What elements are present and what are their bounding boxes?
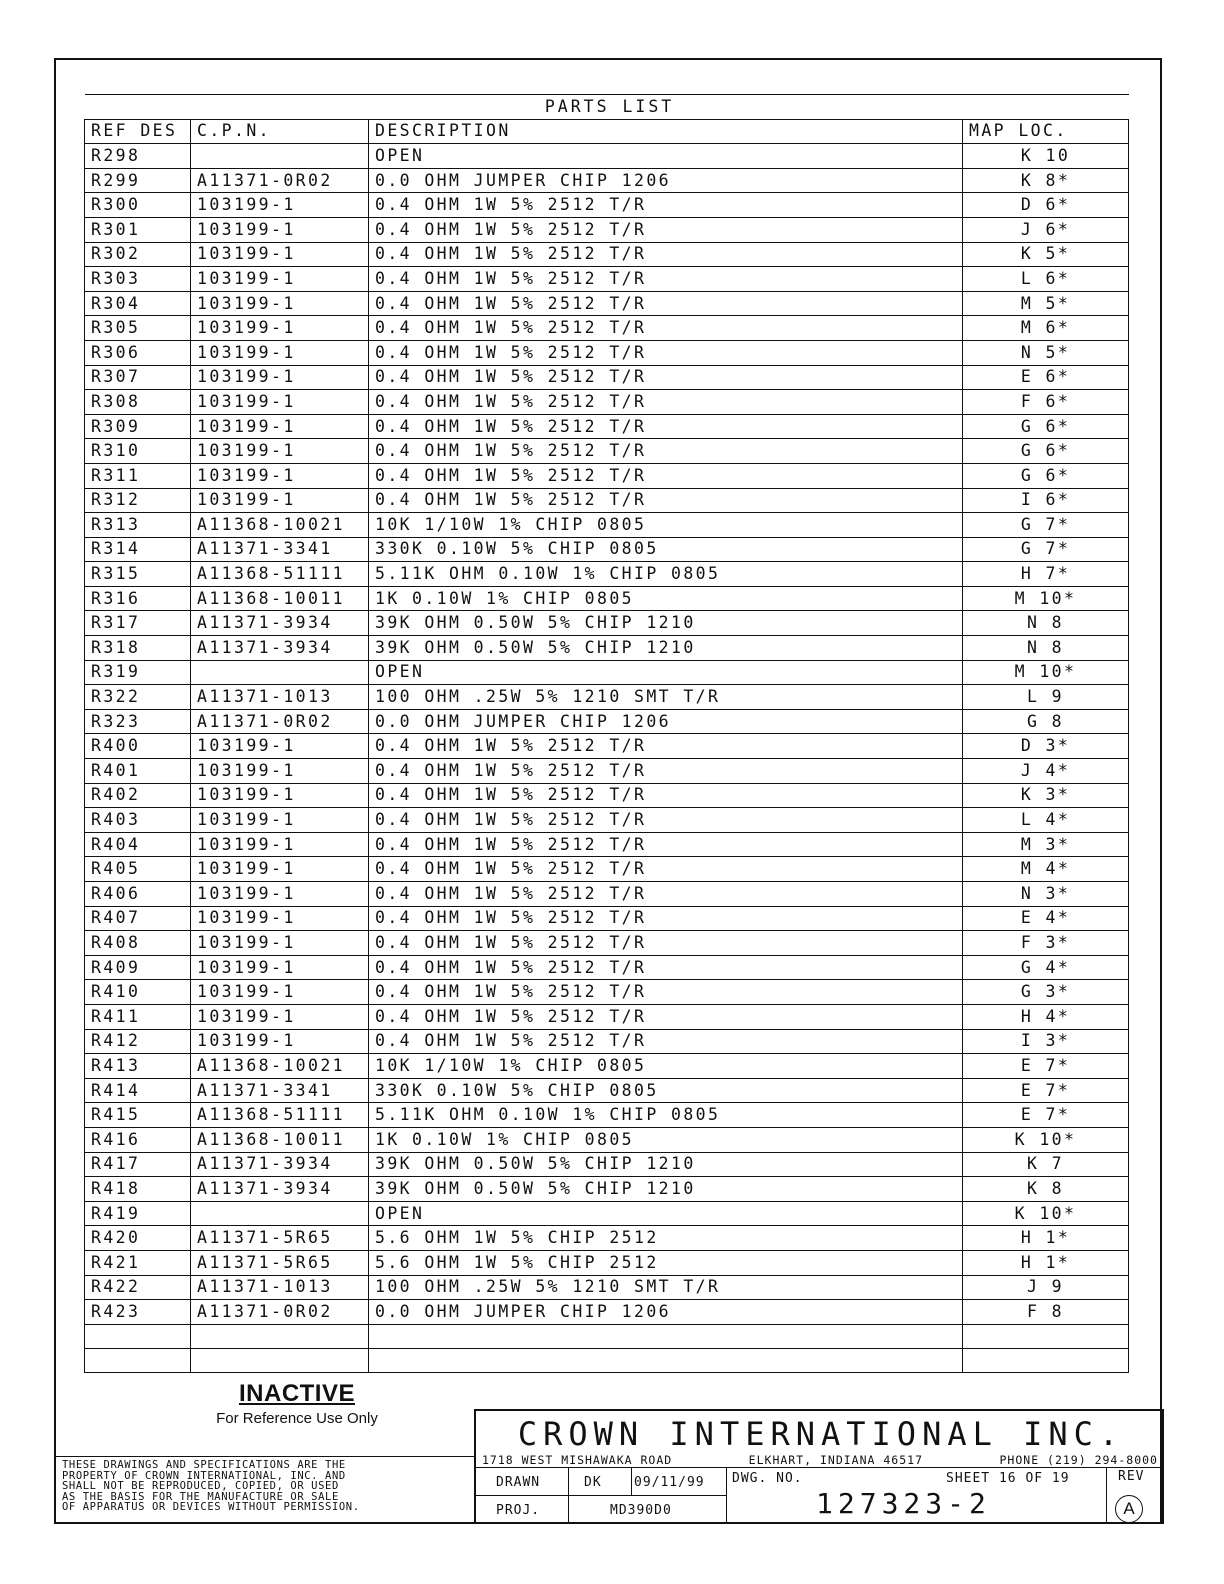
map-loc-cell: E 6* bbox=[963, 365, 1129, 390]
description-cell: 0.4 OHM 1W 5% 2512 T/R bbox=[369, 832, 963, 857]
table-row bbox=[85, 857, 1129, 882]
ref-des-cell: R412 bbox=[85, 1029, 191, 1054]
map-loc-cell: G 6* bbox=[963, 439, 1129, 464]
cpn-cell: A11368-10011 bbox=[191, 1127, 369, 1152]
ref-des-cell: R401 bbox=[85, 759, 191, 784]
map-loc-cell: M 3* bbox=[963, 832, 1129, 857]
cpn-cell: 103199-1 bbox=[191, 808, 369, 833]
cpn-cell: A11371-5R65 bbox=[191, 1250, 369, 1275]
map-loc-cell: H 4* bbox=[963, 1004, 1129, 1029]
description-cell: 5.11K OHM 0.10W 1% CHIP 0805 bbox=[369, 1103, 963, 1128]
map-loc-cell: E 7* bbox=[963, 1054, 1129, 1079]
map-loc-cell: G 7* bbox=[963, 537, 1129, 562]
empty-cell bbox=[369, 1324, 963, 1348]
description-cell: 0.4 OHM 1W 5% 2512 T/R bbox=[369, 955, 963, 980]
table-row bbox=[85, 316, 1129, 341]
cpn-cell: 103199-1 bbox=[191, 980, 369, 1005]
description-cell: 5.11K OHM 0.10W 1% CHIP 0805 bbox=[369, 562, 963, 587]
revision-badge: A bbox=[1115, 1495, 1143, 1523]
table-row bbox=[85, 414, 1129, 439]
title-block-divider bbox=[1106, 1467, 1107, 1523]
empty-cell bbox=[85, 1348, 191, 1372]
map-loc-cell: M 4* bbox=[963, 857, 1129, 882]
inactive-stamp bbox=[212, 1380, 382, 1427]
ref-des-cell: R309 bbox=[85, 414, 191, 439]
notice-line: SHALL NOT BE REPRODUCED, COPIED, OR USED bbox=[62, 1480, 339, 1492]
project-code: MD390D0 bbox=[610, 1503, 672, 1518]
ref-des-cell: R423 bbox=[85, 1300, 191, 1325]
cpn-cell: A11371-0R02 bbox=[191, 168, 369, 193]
map-loc-cell: N 5* bbox=[963, 340, 1129, 365]
description-cell: 0.4 OHM 1W 5% 2512 T/R bbox=[369, 808, 963, 833]
ref-des-cell: R301 bbox=[85, 217, 191, 242]
cpn-cell: A11371-3934 bbox=[191, 1177, 369, 1202]
table-row bbox=[85, 783, 1129, 808]
description-cell: 0.4 OHM 1W 5% 2512 T/R bbox=[369, 463, 963, 488]
description-cell: 0.4 OHM 1W 5% 2512 T/R bbox=[369, 882, 963, 907]
table-row bbox=[85, 562, 1129, 587]
cpn-cell: A11371-3934 bbox=[191, 611, 369, 636]
description-cell: 0.4 OHM 1W 5% 2512 T/R bbox=[369, 439, 963, 464]
map-loc-cell: N 3* bbox=[963, 882, 1129, 907]
description-cell: 0.4 OHM 1W 5% 2512 T/R bbox=[369, 1029, 963, 1054]
cpn-cell: 103199-1 bbox=[191, 759, 369, 784]
table-row bbox=[85, 291, 1129, 316]
table-row bbox=[85, 193, 1129, 218]
ref-des-cell: R408 bbox=[85, 931, 191, 956]
ref-des-cell: R310 bbox=[85, 439, 191, 464]
cpn-cell: 103199-1 bbox=[191, 365, 369, 390]
cpn-cell: 103199-1 bbox=[191, 193, 369, 218]
table-row bbox=[85, 1103, 1129, 1128]
map-loc-cell: J 9 bbox=[963, 1275, 1129, 1300]
table-row bbox=[85, 980, 1129, 1005]
ref-des-cell: R403 bbox=[85, 808, 191, 833]
description-cell: 5.6 OHM 1W 5% CHIP 2512 bbox=[369, 1226, 963, 1251]
description-cell: 0.4 OHM 1W 5% 2512 T/R bbox=[369, 783, 963, 808]
cpn-cell: 103199-1 bbox=[191, 857, 369, 882]
ref-des-cell: R411 bbox=[85, 1004, 191, 1029]
map-loc-cell: I 6* bbox=[963, 488, 1129, 513]
table-row bbox=[85, 144, 1129, 169]
map-loc-cell: M 10* bbox=[963, 660, 1129, 685]
cpn-cell: A11368-10021 bbox=[191, 1054, 369, 1079]
header-row bbox=[85, 119, 1129, 144]
description-cell: 39K OHM 0.50W 5% CHIP 1210 bbox=[369, 636, 963, 661]
cpn-cell: 103199-1 bbox=[191, 832, 369, 857]
map-loc-cell: K 3* bbox=[963, 783, 1129, 808]
ref-des-cell: R416 bbox=[85, 1127, 191, 1152]
ref-des-cell: R405 bbox=[85, 857, 191, 882]
cpn-cell: A11371-0R02 bbox=[191, 709, 369, 734]
map-loc-cell: K 8* bbox=[963, 168, 1129, 193]
map-loc-cell: M 5* bbox=[963, 291, 1129, 316]
description-cell: 1K 0.10W 1% CHIP 0805 bbox=[369, 1127, 963, 1152]
cpn-cell: A11371-0R02 bbox=[191, 1300, 369, 1325]
cpn-cell: 103199-1 bbox=[191, 955, 369, 980]
phone-number: PHONE (219) 294-8000 bbox=[999, 1453, 1158, 1467]
ref-des-cell: R422 bbox=[85, 1275, 191, 1300]
table-row bbox=[85, 1250, 1129, 1275]
ref-des-cell: R305 bbox=[85, 316, 191, 341]
map-loc-cell: J 6* bbox=[963, 217, 1129, 242]
cpn-cell: 103199-1 bbox=[191, 242, 369, 267]
empty-cell bbox=[191, 1348, 369, 1372]
table-row bbox=[85, 636, 1129, 661]
table-row bbox=[85, 709, 1129, 734]
ref-des-cell: R407 bbox=[85, 906, 191, 931]
map-loc-cell: D 3* bbox=[963, 734, 1129, 759]
title-block bbox=[474, 1409, 1164, 1524]
ref-des-cell: R421 bbox=[85, 1250, 191, 1275]
ref-des-cell: R311 bbox=[85, 463, 191, 488]
cpn-cell: A11371-3341 bbox=[191, 1078, 369, 1103]
drawn-date: 09/11/99 bbox=[634, 1475, 705, 1490]
map-loc-cell: G 7* bbox=[963, 513, 1129, 538]
rev-label: REV bbox=[1118, 1469, 1145, 1484]
cpn-cell: 103199-1 bbox=[191, 463, 369, 488]
table-row bbox=[85, 488, 1129, 513]
description-cell: OPEN bbox=[369, 1201, 963, 1226]
map-loc-cell: E 4* bbox=[963, 906, 1129, 931]
cpn-cell: A11371-1013 bbox=[191, 1275, 369, 1300]
cpn-cell: 103199-1 bbox=[191, 340, 369, 365]
table-row bbox=[85, 1054, 1129, 1079]
map-loc-cell: E 7* bbox=[963, 1078, 1129, 1103]
description-cell: 100 OHM .25W 5% 1210 SMT T/R bbox=[369, 1275, 963, 1300]
table-row bbox=[85, 439, 1129, 464]
table-row bbox=[85, 808, 1129, 833]
description-cell: OPEN bbox=[369, 660, 963, 685]
description-cell: 0.0 OHM JUMPER CHIP 1206 bbox=[369, 1300, 963, 1325]
empty-cell bbox=[369, 1348, 963, 1372]
cpn-cell: 103199-1 bbox=[191, 390, 369, 415]
description-cell: 0.4 OHM 1W 5% 2512 T/R bbox=[369, 291, 963, 316]
description-cell: 0.4 OHM 1W 5% 2512 T/R bbox=[369, 390, 963, 415]
cpn-cell: 103199-1 bbox=[191, 882, 369, 907]
cpn-cell: 103199-1 bbox=[191, 783, 369, 808]
ref-des-cell: R313 bbox=[85, 513, 191, 538]
table-row bbox=[85, 955, 1129, 980]
description-cell: 39K OHM 0.50W 5% CHIP 1210 bbox=[369, 1152, 963, 1177]
cpn-cell: A11368-10011 bbox=[191, 586, 369, 611]
cpn-cell: 103199-1 bbox=[191, 414, 369, 439]
map-loc-cell: D 6* bbox=[963, 193, 1129, 218]
description-cell: 330K 0.10W 5% CHIP 0805 bbox=[369, 1078, 963, 1103]
street-address: 1718 WEST MISHAWAKA ROAD bbox=[482, 1453, 673, 1467]
table-row bbox=[85, 168, 1129, 193]
table-row bbox=[85, 611, 1129, 636]
description-cell: 1K 0.10W 1% CHIP 0805 bbox=[369, 586, 963, 611]
description-cell: 0.4 OHM 1W 5% 2512 T/R bbox=[369, 242, 963, 267]
company-name: CROWN INTERNATIONAL INC. bbox=[517, 1415, 1125, 1453]
map-loc-cell: F 3* bbox=[963, 931, 1129, 956]
table-row bbox=[85, 660, 1129, 685]
cpn-cell: A11371-3341 bbox=[191, 537, 369, 562]
inactive-label: INACTIVE bbox=[238, 1380, 355, 1407]
cpn-cell: A11368-51111 bbox=[191, 1103, 369, 1128]
description-cell: 0.4 OHM 1W 5% 2512 T/R bbox=[369, 488, 963, 513]
cpn-cell: 103199-1 bbox=[191, 931, 369, 956]
cpn-cell: A11368-10021 bbox=[191, 513, 369, 538]
map-loc-cell: F 6* bbox=[963, 390, 1129, 415]
notice-line: OF APPARATUS OR DEVICES WITHOUT PERMISSION. bbox=[62, 1501, 360, 1513]
table-row bbox=[85, 685, 1129, 710]
ref-des-cell: R410 bbox=[85, 980, 191, 1005]
map-loc-cell: L 9 bbox=[963, 685, 1129, 710]
description-cell: 0.4 OHM 1W 5% 2512 T/R bbox=[369, 267, 963, 292]
ref-des-cell: R417 bbox=[85, 1152, 191, 1177]
description-cell: 10K 1/10W 1% CHIP 0805 bbox=[369, 1054, 963, 1079]
cpn-cell: A11371-3934 bbox=[191, 1152, 369, 1177]
title-block-divider bbox=[476, 1495, 726, 1496]
title-block-divider bbox=[568, 1467, 569, 1495]
table-row bbox=[85, 906, 1129, 931]
ref-des-cell: R413 bbox=[85, 1054, 191, 1079]
col-header-description: DESCRIPTION bbox=[369, 119, 963, 144]
ref-des-cell: R317 bbox=[85, 611, 191, 636]
table-row bbox=[85, 1004, 1129, 1029]
cpn-cell: A11371-3934 bbox=[191, 636, 369, 661]
city-state: ELKHART, INDIANA 46517 bbox=[748, 1453, 923, 1467]
drawing-number: 127323-2 bbox=[816, 1487, 991, 1520]
title-block-divider bbox=[568, 1495, 569, 1523]
map-loc-cell: F 8 bbox=[963, 1300, 1129, 1325]
ref-des-cell: R322 bbox=[85, 685, 191, 710]
table-row bbox=[85, 759, 1129, 784]
description-cell: 0.4 OHM 1W 5% 2512 T/R bbox=[369, 193, 963, 218]
table-row bbox=[85, 1275, 1129, 1300]
ref-des-cell: R314 bbox=[85, 537, 191, 562]
cpn-cell bbox=[191, 660, 369, 685]
ref-des-cell: R414 bbox=[85, 1078, 191, 1103]
map-loc-cell: M 6* bbox=[963, 316, 1129, 341]
map-loc-cell: H 7* bbox=[963, 562, 1129, 587]
map-loc-cell: K 10* bbox=[963, 1201, 1129, 1226]
parts-list-title: PARTS LIST bbox=[85, 95, 1129, 120]
map-loc-cell: N 8 bbox=[963, 611, 1129, 636]
table-row bbox=[85, 734, 1129, 759]
table-row bbox=[85, 1226, 1129, 1251]
table-row bbox=[85, 586, 1129, 611]
table-row bbox=[85, 1300, 1129, 1325]
ref-des-cell: R306 bbox=[85, 340, 191, 365]
ref-des-cell: R312 bbox=[85, 488, 191, 513]
map-loc-cell: H 1* bbox=[963, 1250, 1129, 1275]
description-cell: 0.4 OHM 1W 5% 2512 T/R bbox=[369, 316, 963, 341]
cpn-cell: A11368-51111 bbox=[191, 562, 369, 587]
table-row bbox=[85, 365, 1129, 390]
ref-des-cell: R409 bbox=[85, 955, 191, 980]
notice-line: AS THE BASIS FOR THE MANUFACTURE OR SALE bbox=[62, 1490, 339, 1503]
table-row bbox=[85, 931, 1129, 956]
map-loc-cell: K 10 bbox=[963, 144, 1129, 169]
description-cell: 0.4 OHM 1W 5% 2512 T/R bbox=[369, 1004, 963, 1029]
description-cell: 0.4 OHM 1W 5% 2512 T/R bbox=[369, 217, 963, 242]
map-loc-cell: H 1* bbox=[963, 1226, 1129, 1251]
table-row bbox=[85, 267, 1129, 292]
empty-cell bbox=[963, 1324, 1129, 1348]
table-row bbox=[85, 513, 1129, 538]
ref-des-cell: R303 bbox=[85, 267, 191, 292]
map-loc-cell: K 5* bbox=[963, 242, 1129, 267]
notice-divider bbox=[56, 1456, 474, 1457]
description-cell: 0.4 OHM 1W 5% 2512 T/R bbox=[369, 365, 963, 390]
description-cell: 0.4 OHM 1W 5% 2512 T/R bbox=[369, 414, 963, 439]
map-loc-cell: J 4* bbox=[963, 759, 1129, 784]
ref-des-cell: R299 bbox=[85, 168, 191, 193]
table-row bbox=[85, 1177, 1129, 1202]
ref-des-cell: R406 bbox=[85, 882, 191, 907]
cpn-cell: 103199-1 bbox=[191, 734, 369, 759]
table-row bbox=[85, 390, 1129, 415]
notice-line: PROPERTY OF CROWN INTERNATIONAL, INC. AND bbox=[62, 1469, 346, 1482]
empty-cell bbox=[191, 1324, 369, 1348]
table-row bbox=[85, 217, 1129, 242]
drawn-label: DRAWN bbox=[496, 1475, 541, 1490]
map-loc-cell: G 8 bbox=[963, 709, 1129, 734]
ref-des-cell: R418 bbox=[85, 1177, 191, 1202]
map-loc-cell: L 6* bbox=[963, 267, 1129, 292]
cpn-cell: 103199-1 bbox=[191, 906, 369, 931]
cpn-cell: 103199-1 bbox=[191, 439, 369, 464]
cpn-cell: 103199-1 bbox=[191, 217, 369, 242]
ref-des-cell: R300 bbox=[85, 193, 191, 218]
map-loc-cell: M 10* bbox=[963, 586, 1129, 611]
title-block-divider bbox=[476, 1467, 1162, 1468]
ref-des-cell: R307 bbox=[85, 365, 191, 390]
ref-des-cell: R323 bbox=[85, 709, 191, 734]
ref-des-cell: R316 bbox=[85, 586, 191, 611]
cpn-cell: 103199-1 bbox=[191, 1029, 369, 1054]
ref-des-cell: R302 bbox=[85, 242, 191, 267]
col-header-map-loc: MAP LOC. bbox=[963, 119, 1129, 144]
cpn-cell: A11371-1013 bbox=[191, 685, 369, 710]
table-row bbox=[85, 1201, 1129, 1226]
description-cell: 10K 1/10W 1% CHIP 0805 bbox=[369, 513, 963, 538]
property-notice bbox=[62, 1460, 462, 1513]
table-row bbox=[85, 463, 1129, 488]
ref-des-cell: R308 bbox=[85, 390, 191, 415]
title-block-divider bbox=[631, 1467, 632, 1495]
map-loc-cell: L 4* bbox=[963, 808, 1129, 833]
company-address-line bbox=[482, 1453, 1158, 1467]
description-cell: 0.4 OHM 1W 5% 2512 T/R bbox=[369, 340, 963, 365]
description-cell: 0.4 OHM 1W 5% 2512 T/R bbox=[369, 759, 963, 784]
table-row bbox=[85, 242, 1129, 267]
cpn-cell: A11371-5R65 bbox=[191, 1226, 369, 1251]
description-cell: 0.4 OHM 1W 5% 2512 T/R bbox=[369, 906, 963, 931]
table-row bbox=[85, 340, 1129, 365]
table-row bbox=[85, 832, 1129, 857]
title-block-divider bbox=[726, 1467, 727, 1523]
ref-des-cell: R304 bbox=[85, 291, 191, 316]
description-cell: 39K OHM 0.50W 5% CHIP 1210 bbox=[369, 611, 963, 636]
table-row bbox=[85, 882, 1129, 907]
empty-cell bbox=[963, 1348, 1129, 1372]
ref-des-cell: R419 bbox=[85, 1201, 191, 1226]
description-cell: 0.4 OHM 1W 5% 2512 T/R bbox=[369, 857, 963, 882]
description-cell: 0.4 OHM 1W 5% 2512 T/R bbox=[369, 980, 963, 1005]
cpn-cell: 103199-1 bbox=[191, 1004, 369, 1029]
sheet-number: SHEET 16 OF 19 bbox=[946, 1471, 1070, 1486]
ref-des-cell: R404 bbox=[85, 832, 191, 857]
ref-des-cell: R402 bbox=[85, 783, 191, 808]
empty-cell bbox=[85, 1324, 191, 1348]
ref-des-cell: R315 bbox=[85, 562, 191, 587]
parts-list-table bbox=[84, 94, 1129, 1373]
map-loc-cell: G 4* bbox=[963, 955, 1129, 980]
table-row bbox=[85, 1078, 1129, 1103]
ref-des-cell: R318 bbox=[85, 636, 191, 661]
ref-des-cell: R400 bbox=[85, 734, 191, 759]
table-row bbox=[85, 1152, 1129, 1177]
cpn-cell: 103199-1 bbox=[191, 267, 369, 292]
table-row bbox=[85, 1029, 1129, 1054]
map-loc-cell: K 8 bbox=[963, 1177, 1129, 1202]
blank-row bbox=[85, 1348, 1129, 1372]
description-cell: 100 OHM .25W 5% 1210 SMT T/R bbox=[369, 685, 963, 710]
dwg-no-label: DWG. NO. bbox=[732, 1471, 803, 1486]
blank-row bbox=[85, 1324, 1129, 1348]
cpn-cell: 103199-1 bbox=[191, 291, 369, 316]
map-loc-cell: N 8 bbox=[963, 636, 1129, 661]
ref-des-cell: R298 bbox=[85, 144, 191, 169]
description-cell: 5.6 OHM 1W 5% CHIP 2512 bbox=[369, 1250, 963, 1275]
notice-line: THESE DRAWINGS AND SPECIFICATIONS ARE THE bbox=[62, 1459, 346, 1471]
description-cell: 0.0 OHM JUMPER CHIP 1206 bbox=[369, 709, 963, 734]
proj-label: PROJ. bbox=[496, 1503, 541, 1518]
description-cell: OPEN bbox=[369, 144, 963, 169]
drawn-by: DK bbox=[584, 1475, 602, 1490]
parts-list-body bbox=[85, 144, 1129, 1373]
col-header-cpn: C.P.N. bbox=[191, 119, 369, 144]
cpn-cell bbox=[191, 1201, 369, 1226]
cpn-cell: 103199-1 bbox=[191, 488, 369, 513]
table-row bbox=[85, 537, 1129, 562]
map-loc-cell: I 3* bbox=[963, 1029, 1129, 1054]
map-loc-cell: G 6* bbox=[963, 414, 1129, 439]
map-loc-cell: K 10* bbox=[963, 1127, 1129, 1152]
description-cell: 0.0 OHM JUMPER CHIP 1206 bbox=[369, 168, 963, 193]
description-cell: 330K 0.10W 5% CHIP 0805 bbox=[369, 537, 963, 562]
description-cell: 0.4 OHM 1W 5% 2512 T/R bbox=[369, 734, 963, 759]
col-header-ref-des: REF DES bbox=[85, 119, 191, 144]
cpn-cell bbox=[191, 144, 369, 169]
ref-des-cell: R319 bbox=[85, 660, 191, 685]
map-loc-cell: G 3* bbox=[963, 980, 1129, 1005]
reference-note: For Reference Use Only bbox=[216, 1410, 378, 1427]
ref-des-cell: R415 bbox=[85, 1103, 191, 1128]
description-cell: 0.4 OHM 1W 5% 2512 T/R bbox=[369, 931, 963, 956]
description-cell: 39K OHM 0.50W 5% CHIP 1210 bbox=[369, 1177, 963, 1202]
map-loc-cell: G 6* bbox=[963, 463, 1129, 488]
map-loc-cell: K 7 bbox=[963, 1152, 1129, 1177]
ref-des-cell: R420 bbox=[85, 1226, 191, 1251]
map-loc-cell: E 7* bbox=[963, 1103, 1129, 1128]
cpn-cell: 103199-1 bbox=[191, 316, 369, 341]
table-row bbox=[85, 1127, 1129, 1152]
